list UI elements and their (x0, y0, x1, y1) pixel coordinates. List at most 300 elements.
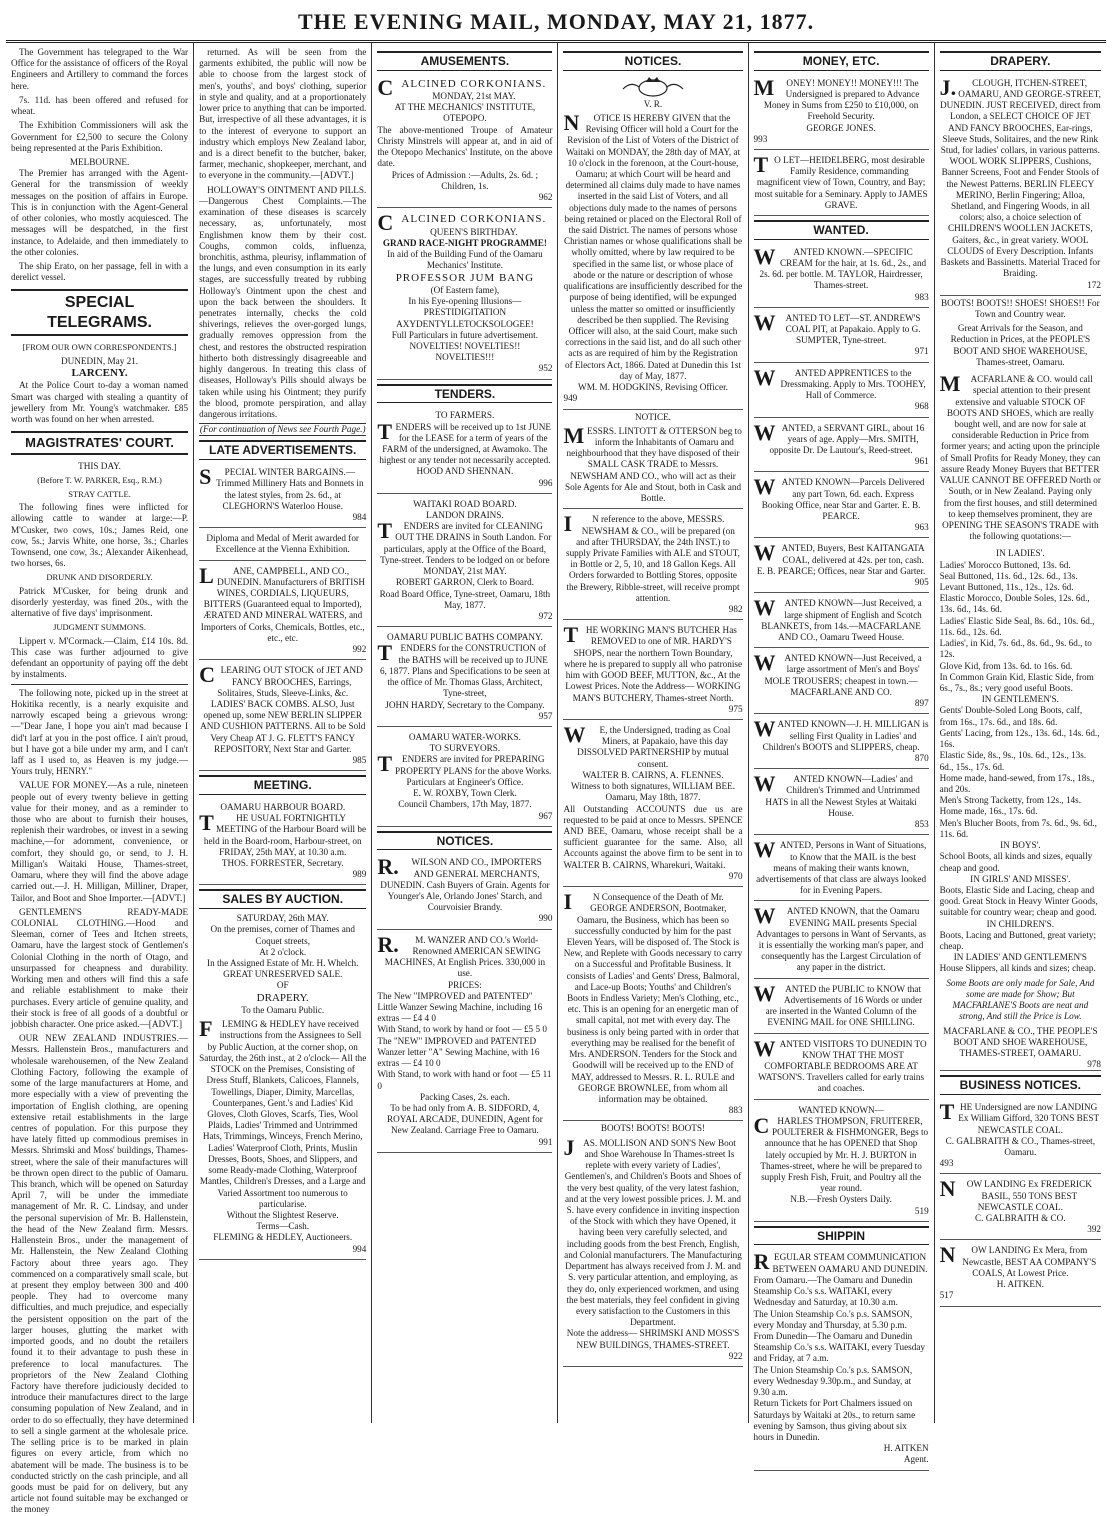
advert-number: 982 (728, 604, 743, 615)
wanted-advert (754, 365, 929, 418)
advert-signature: JOHN HARDY, Secretary to the Company. (385, 699, 545, 710)
masthead: THE EVENING MAIL, MONDAY, MAY 21, 1877. (6, 6, 1106, 43)
advert-number: 993 (753, 133, 768, 144)
advert-text: EGULAR STEAM COMMUNICATION BETWEEN OAMARU AND DUNEDIN. (772, 1252, 928, 1274)
advert-text: Oamaru, May 18th, 1877. (605, 792, 701, 803)
advert-title: ALCINED CORKONIANS. (401, 77, 547, 90)
price-item: In Common Grain Kid, Elastic Side, from 6s., 7s., 8s.; very good useful Boots. (939, 671, 1094, 693)
drop-cap: T (939, 1099, 955, 1125)
advert-signature: H. AITKEN (883, 1443, 929, 1454)
story-heading: LARCENY. (71, 366, 128, 379)
advert-signature: MACFARLANE & CO., THE PEOPLE'S BOOT AND SHOE WAREHOUSE, THAMES-STREET, OAMARU. (943, 1025, 1098, 1058)
dateline: THIS DAY. (78, 461, 121, 472)
advert-number: 905 (914, 577, 929, 588)
drop-cap: T (377, 751, 393, 777)
section-heading: BUSINESS NOTICES. (940, 1075, 1101, 1095)
advert-number: 992 (352, 644, 367, 655)
auction-line: GREAT UNRESERVED SALE. (223, 969, 343, 980)
advert-text: ONEY! MONEY!! MONEY!!! The Undersigned is prepared to Advance Money in Sums from £250 to £10,000, on Freehold Security. (763, 77, 920, 122)
drop-cap: W (753, 1035, 776, 1061)
advert-number: 949 (563, 393, 578, 404)
news-paragraph: At the Police Court to-day a woman named Smart was charged with stealing a quantity of jewellery from Mr. Young's watchmaker. £85 worth was found on her when arrested. (11, 380, 189, 425)
advert (940, 371, 1101, 546)
case-heading: DRUNK AND DISORDERLY. (46, 572, 153, 583)
advert-number: 972 (538, 611, 553, 621)
advert-number: 952 (538, 363, 553, 374)
advert-title: BOOTS! BOOTS! BOOTS! (600, 1123, 706, 1134)
advert (940, 1242, 1101, 1306)
section-heading: TENDERS. (377, 384, 552, 404)
advert-number: 983 (914, 291, 929, 302)
advert-number: 172 (1087, 279, 1101, 290)
drop-cap: J. (939, 74, 957, 100)
advert-number: 975 (728, 703, 743, 714)
advert (563, 110, 742, 410)
advert-number: 996 (538, 477, 553, 488)
price-item: Glove Kid, from 13s. 6d. to 16s. 6d. (939, 660, 1073, 671)
wanted-advert (754, 981, 929, 1034)
advert (377, 854, 552, 929)
advert-text: The Union Steamship Co.'s p.s. SAMSON, every Wednesday 9.30p.m., and Sunday, at 9.30 a.m. (753, 1364, 913, 1398)
advert-text: M. WANZER AND CO.'s World-Renowned AMERICAN SEWING MACHINES, At English Prices. 330,000 in use. (384, 934, 546, 979)
advert (563, 1135, 742, 1367)
advert-text: ACFARLANE & CO. would call special attention to their present extensive and valuable STOCK OF BOOTS AND SHOES, which are really bought well, and are now for sale at considerable Reduction in Price from former years; and acting upon the principle of Small Profits for Ready Money, they can assure Ready Money Buyers that BETTER VALUE CANNOT BE OFFERED North or South, or in New Zealand. Paying only from the first houses, and still determined to keep themselves prominent, they are OPENING THE SEASON'S TRADE with the following quotations:— (939, 374, 1101, 542)
advert-number: 989 (352, 869, 367, 880)
drop-cap: W (753, 243, 776, 269)
drop-cap: W (753, 309, 776, 335)
advert-text: Prices of Admission :—Adults, 2s. 6d. ; Children, 1s. (391, 169, 539, 191)
price-item: Ladies', in Kid, 7s. 6d., 8s. 6d., 9s. 6d., to 12s. (939, 638, 1092, 660)
price-item: Elastic Morocco, Double Soles, 12s. 6d., 13s. 6d., 14s. 6d. (939, 593, 1090, 615)
drop-cap: W (753, 716, 776, 742)
advert-text: ANE, CAMPBELL, AND CO., DUNEDIN. Manufacturers of BRITISH WINES, CORDIALS, LIQUEURS, BITTERS (Guaranteed equal to Imported), ÆRATED AND MINERAL WATERS, and Importers of Corks, Chemicals, Bottles, etc., etc., etc. (200, 565, 366, 643)
advert-text: ENDERS will be received up to 1st JUNE for the LEASE for a term of years of the FARM of the undersigned, at Awamoko. The highest or any tender not necessarily accepted. (379, 421, 551, 466)
drop-cap: W (753, 540, 776, 566)
price-item: Seal Buttoned, 11s. 6d., 12s. 6d., 13s. (939, 570, 1078, 581)
advert-text: E, the Undersigned, trading as Coal Miners, at Papakaio, have this day DISSOLVED PARTNERSHIP by mutual consent. (577, 725, 731, 769)
price-item: The "NEW" IMPROVED and PATENTED Wanzer letter "A" Sewing Machine, with 16 extras — £4 10 0 (377, 1035, 540, 1069)
advert-text: ANTED KNOWN—Just Received, a large shipment of English and Scotch BLANKETS, from 14s.—MACFARLANE AND CO., Oamaru Tweed House. (761, 598, 922, 642)
drop-cap: T (377, 418, 393, 444)
advert-text: ANTED KNOWN.—SPECIFIC CREAM for the hair, at 1s. 6d., 2s., and 2s. 6d. per bottle. M. TAYLOR, Hairdresser, Thames-street. (759, 246, 927, 291)
price-item: Boots, Elastic Side and Lacing, cheap and good. Great Stock in Heavy Winter Goods, suitable for country wear; cheap and good. (939, 884, 1098, 918)
advert-text: AS. MOLLISON AND SON'S New Boot and Shoe Warehouse In Thames-street Is replete with every variety of Ladies', Gentlemen's, and Children's Boots and Shoes of the very best quality, of the very latest fashion, and at the very lowest possible prices. J. M. and S. have every confidence in inviting inspection of the Stock with which they have Opened, it having been very carefully selected, and including goods from the best French, English, and Colonial manufacturers. The Manufacturing Department has always received from J. M. and S. very particular attention, and employing, as they do, only experienced workmen, and using the best materials, they feel confident in giving every satisfaction to the Customers in this Department. (564, 1137, 742, 1328)
advert-signature: H. AITKEN. (996, 1279, 1044, 1290)
advert-title: BOOTS! BOOTS!! SHOES! SHOES!! For Town and Country wear. (940, 297, 1100, 319)
advert-text: Return Tickets for Port Chalmers issued on Saturdays by Waitaki at 20s., to return same evening by Samson, thus giving about six hours in Dunedin. (753, 1398, 916, 1442)
advert (563, 511, 742, 620)
advert-number: 853 (914, 819, 929, 830)
price-item: Gents' Lacing, from 12s., 13s. 6d., 14s. 6d., 16s. (939, 727, 1100, 750)
advert (940, 1099, 1101, 1174)
column-3 (372, 43, 558, 1423)
column-2 (194, 43, 372, 1423)
case-heading: JUDGMENT SUMMONS. (53, 622, 146, 633)
price-item: The New "IMPROVED and PATENTED" Little Wanzer Sewing Machine, including 16 extras — £4 4 0 (377, 990, 543, 1024)
advert-number: 968 (914, 401, 929, 412)
news-paragraph: The following note, picked up in the street at Hokitika recently, is a nearly exquisite and narrowly escaped being a grievous wrong:—"Dear Jane, I hope you ain't mad because I did't larf at you in the post office. I ain't proud, but I have got a bile under my arm, and I can't laff as I used to, as Heaven is my judge.—Yours truly, HENRY." (11, 687, 189, 777)
price-heading: IN CHILDREN'S. (986, 918, 1055, 929)
price-item: House Slippers, all kinds and sizes; cheap. (939, 963, 1096, 974)
drop-cap: C (377, 210, 394, 236)
advert-signature: WM. M. HODGKINS, Revising Officer. (578, 382, 728, 393)
advert-text: The above-mentioned Troupe of Amateur Christy Minstrels will appear at, and in aid of the Otepopo Mechanics' Institute, on the above date. (377, 124, 553, 169)
advert (199, 563, 366, 661)
advert-number: 961 (914, 456, 929, 467)
advert-text: In his Eye-opening Illusions— (408, 296, 522, 307)
advert-text: MONDAY, 21st MAY. (432, 91, 516, 102)
price-heading: IN BOYS'. (1000, 840, 1041, 851)
auction-line: In the Assigned Estate of Mr. H. Whelch. (207, 957, 359, 968)
price-item: Men's Strong Tacketty, from 12s., 14s. Home made, 16s., 17s. 6d. (939, 795, 1082, 817)
court-before: (Before T. W. PARKER, Esq., R.M.) (37, 475, 162, 486)
wanted-advert (754, 650, 929, 714)
news-paragraph: The Premier has arranged with the Agent-General for the transmission of weekly messages on the position of affairs in Europe. This is in conjunction with the Agent-General of other colonies, who mostly acquiesced. The messages will be despatched, in the first instance, to Adelaide, and then immediately to the other colonies. (11, 168, 189, 257)
drop-cap: T (199, 810, 214, 836)
vr-mark: V. R. (643, 98, 663, 109)
drop-cap: T (563, 622, 579, 648)
drop-cap: W (753, 980, 776, 1006)
advert-title: WAITAKI ROAD BOARD. (413, 498, 517, 509)
advert-signature: Agent. (903, 1454, 929, 1465)
advert-text: WANTED KNOWN— (798, 1104, 884, 1115)
advert (377, 629, 552, 727)
wanted-advert (754, 420, 929, 473)
advert-number: 957 (538, 710, 553, 721)
advert-text: ENDERS are invited for PREPARING PROPERTY PLANS for the above Works. Particulars at Engineer's Office. (395, 754, 552, 787)
advert-text: LEMING & HEDLEY have received instructions from the Assignees to Sell by Public Auction, at the corner shop, on Saturday, the 26th inst., at 2 o'clock— All the STOCK on the Premises, Consisting of Dress Stuff, Blankets, Calicoes, Flannels, Towellings, Diaper, Dimity, Marcellas, Counterpanes, Gent.'s and Ladies' Kid Gloves, Cloth Gloves, Scarfs, Ties, Wool Plaids, Ladies' Trimmed and Untrimmed Hats, Trimmings, Winceys, French Merino, Ladies' Waterproof Cloth, Prints, Muslin Dresses, Boots, Shoes, and Slippers, and some Ready-made Clothing, Waterproof Mantles, Children's Dresses, and a Large and Varied Assortment too numerous to particularise. (199, 1019, 367, 1209)
advert-text: Note the address— SHRIMSKI AND MOSS'S NEW BUILDINGS, THAMES-STREET. (566, 1328, 740, 1350)
advert-signature: ROBERT GARRON, Clerk to Board. (395, 577, 534, 588)
drop-cap: C (199, 662, 215, 688)
advert-text: HE USUAL FORTNIGHTLY MEETING of the Harbour Board will be held in the Board-room, Harbour-street, on FRIDAY, 25th MAY, at 10.30 a.m. (203, 813, 367, 857)
advert-text: QUEEN'S BIRTHDAY. (430, 226, 518, 237)
divider (11, 684, 188, 685)
price-item: School Boots, all kinds and sizes, equally cheap and good. (939, 851, 1093, 873)
advert-number: 978 (940, 1059, 1101, 1071)
advert-text: ANTED APPRENTICES to the Dressmaking. Apply to Mrs. TOOHEY, Hall of Commerce. (780, 367, 926, 401)
drop-cap: M (753, 74, 775, 100)
price-heading: IN LADIES'. (996, 548, 1045, 559)
advert-signature: FLEMING & HEDLEY, Auctioneers. (213, 1232, 353, 1243)
advert (377, 496, 552, 627)
section-heading: LATE ADVERTISEMENTS. (199, 440, 366, 460)
drop-cap: R. (377, 854, 399, 880)
drop-cap: C (753, 1112, 770, 1138)
advert-text: Without the Slightest Reserve. (226, 1209, 339, 1220)
wanted-advert (754, 837, 929, 901)
advert-number: 994 (352, 1243, 367, 1254)
advert-text: ANTED the PUBLIC to KNOW that Advertisements of 16 Words or under are inserted in the Wanted Column of the EVENING MAIL for ONE SHILLING. (765, 983, 923, 1028)
advert-signature: HOOD AND SHENNAN. (416, 466, 514, 477)
advert-text: PRESTIDIGITATION (423, 307, 507, 318)
advert-text: Great Arrivals for the Season, and Reduction in Prices, at the PEOPLE'S BOOT AND SHOE WAREHOUSE, Thames-street, Oamaru. (950, 323, 1091, 367)
wanted-advert (754, 540, 929, 593)
auction-line: To the Oamaru Public. (241, 1005, 325, 1016)
advert (377, 210, 552, 379)
advert-text: AXYDENTYLLETOCKSOLOGEE! (396, 318, 534, 329)
advert (940, 75, 1101, 296)
news-paragraph: GENTLEMEN'S READY-MADE COLONIAL CLOTHING.—Hood and Sleeman, corner of Tees and Itchen streets, Oamaru, have the largest stock of Gentlemen's Colonial Clothing in the north of Otago, and unsurpassed for cheapness and durability. Working men and others will find this a safe and reliable establishment to make their purchases. Every article of genuine quality, and their stock is free of all goods of a doubtful or jobbish character. One price asked.—[ADVT.] (11, 906, 189, 1029)
section-subheading: [FROM OUR OWN CORRESPONDENTS.] (22, 342, 177, 353)
advert-text: OW LANDING Ex FREDERICK BASIL, 550 TONS BEST NEWCASTLE COAL. (966, 1179, 1092, 1212)
advert-text: N reference to the above, MESSRS. NEWSHAM & CO., will be prepared (on and after THURSDAY, the 24th INST.) to supply Private Families with ALE and STOUT, in Bottle or 2, 5, 10, and 18 Gallon Kegs. All Orders forwarded to Bottling Stores, opposite the Brewery, Ribble-street, will receive prompt attention. (566, 514, 740, 603)
advert-number: 493 (939, 1158, 954, 1169)
advert-text: Road Board Office, Tyne-street, Oamaru, 18th May, 1877. (379, 588, 551, 610)
section-heading: SHIPPIN (754, 1226, 929, 1246)
wanted-advert (754, 771, 929, 835)
advert-text: ANTED TO LET—ST. ANDREW'S COAL PIT, at Papakaio. Apply to G. SUMPTER, Tyne-street. (785, 312, 921, 346)
news-paragraph: VALUE FOR MONEY.—As a rule, nineteen people out of every twenty believe in getting value for their money, and as a reminder to those who are about to furnish their houses, replenish their wardrobes, or invest in a sewing machine,—for adornment, convenience, or comfort, they should go, or send, to J. H. Milligan's Waitaki House, Thames-street, Oamaru, where they will find the above adage carried out.—J. H. Milligan, Milliner, Draper, Tailor, and Boot and Shoe Importer.—[ADVT.] (11, 780, 189, 903)
advert-text: ANTED, a SERVANT GIRL, about 16 years of age. Apply—Mrs. SMITH, opposite Dr. De Lautour's, Reed-street. (769, 422, 925, 455)
drop-cap: W (753, 474, 776, 500)
advert (563, 722, 742, 887)
advert (563, 889, 742, 1121)
advert-text: HE WORKING MAN'S BUTCHER Has REMOVED to one of MR. HARDY'S SHOPS, near the northern Town Boundary, where he is prepared to supply all who patronise him with GOOD BEEF, MUTTON, &c., At the Lowest Prices. Note the Address— WORKING MAN'S BUTCHERY, Thames-street North. (563, 625, 743, 703)
advert-text: ANTED KNOWN, that the Oamaru EVENING MAIL presents Special Advantages to persons in Want of Servants, as it is essentially the working man's paper, and consequently has the Largest Circulation of any paper in the district. (756, 906, 927, 973)
advert (377, 729, 552, 827)
advert-title: OAMARU HARBOUR BOARD. (220, 801, 346, 812)
advert-subtitle: LANDON DRAINS. (426, 510, 504, 521)
continuation-note: (For continuation of News see Fourth Page.) (199, 423, 366, 436)
drop-cap: J (563, 1134, 575, 1160)
drop-cap: W (753, 903, 776, 929)
advert-title: TO FARMERS. (435, 410, 495, 421)
price-heading: IN GIRLS' AND MISSES'. (970, 873, 1071, 884)
advert-text: PROFESSOR JUM BANG (395, 271, 535, 284)
advert-number: 517 (939, 1290, 954, 1301)
advert-text: ANTED KNOWN—J. H. MILLIGAN is selling First Quality in Ladies' and Children's BOOTS and SLIPPERS, cheap. (762, 719, 929, 752)
advert-text: ENDERS are invited for CLEANING OUT THE DRAINS in South Landon. For particulars, apply at the Office of the Board, Tyne-street. Tenders to be lodged on or before MONDAY, 21st MAY. (380, 521, 552, 577)
advert (199, 1016, 366, 1260)
price-item: With Stand, to work with hand or foot — £5 11 0 (377, 1069, 552, 1091)
advert-text: The Union Steamship Co.'s p.s. SAMSON, every Monday and Thursday, at 5.30 p.m. (753, 1308, 913, 1330)
advert (754, 1249, 929, 1470)
advert-text: To be had only from A. B. SIDFORD, 4, ROYAL ARCADE, DUNEDIN, Agent for New Zealand. Carriage Free to Oamaru. (386, 1102, 543, 1136)
section-heading: DRAPERY. (940, 51, 1101, 71)
drop-cap: M (939, 371, 961, 397)
column-5 (749, 43, 935, 1465)
drop-cap: W (753, 364, 776, 390)
advert-number: 985 (352, 755, 367, 766)
auction-line: At 2 o'clock. (259, 946, 307, 957)
auction-line: DRAPERY. (256, 991, 309, 1004)
advert (377, 75, 552, 209)
drop-cap: R (753, 1249, 770, 1275)
advert-text: All Outstanding ACCOUNTS due us are requested to be paid at once to Messrs. SPENCE AND BEE, Oamaru, whose receipt shall be a sufficient guarantee for the same. Also, all Accounts against the above firm to be sent in to WALTER B. CAIRNS, Wharekuri, Waitaki. (563, 803, 743, 870)
advert-text: ANTED, Persons in Want of Situations, to Know that the MAIL is the best means of making their wants known, advertisements of that class are always looked for in Evening Papers. (756, 840, 927, 896)
news-paragraph: OUR NEW ZEALAND INDUSTRIES.—Messrs. Hallenstein Bros., manufacturers and wholesale warehousemen, of the New Zealand Clothing Factory, following the example of some of the large manufacturers at Home, and more especially with a view of preventing the importation of English clothing, are opening extensive retail establishments in the large centres of population. For this purpose they have lately fitted up commodious premises in Messrs. Shrimski and Moss' buildings, Thames-street, where the sale of their manufactures will be thrown open direct to the public of Oamaru. This branch, which will be opened on Saturday April 7, will be under the immediate management of Mr. R. C. Lindsay, and under the personal supervision of Mr. B. Hallenstein, the head of the New Zealand firm. Messrs. Hallenstein Bros., under the management of Mr. Hallenstein, the New Zealand Clothing Factory about three years ago. They commenced on a comparatively small scale, but at present they employ between 300 and 400 people. They had to overcome many difficulties, and much prejudice, and especially the persistent opposition on the part of the larger houses, glutting the market with imported goods, and no doubt the retailers found it to their advantage to push these in preference to local manufactures. The proprietors of the New Zealand Clothing Factory have therefore judiciously decided to introduce their manufactures direct to the large consuming population of New Zealand, and in order to do so effectually, they have determined to sell a single garment at the wholesale price. The selling price is to be marked in plain figures on every article, from which no abatement will be made. The business is to be conducted strictly on the cash principle, and all goods must be paid for on delivery, but any article not found suitable may be exchanged or the money (11, 1033, 189, 1515)
advert-text: Some Boots are only made for Sale, And some are made for Show; But MACFARLANE'S Boots are neat and strong, And still the Price is Low. (946, 977, 1095, 1022)
advert-text: ENDERS for the CONSTRUCTION of the BATHS will be received up to JUNE 6, 1877. Plans and Specifications to be seen at the office of Mr. Thomas Glass, Architect, Tyne-street, (379, 643, 550, 699)
advert-text: WILSON AND CO., IMPORTERS AND GENERAL MERCHANTS, DUNEDIN. Cash Buyers of Grain. Agents for Younger's Ale, Orlando Jones' Starch, and Courvoisier Brandy. (380, 857, 550, 913)
advert-text: ANTED KNOWN—Just Received, a large assortment of Men's and Boys' MOLE TROUSERS; cheapest in town.—MACFARLANE AND CO. (764, 653, 922, 697)
advert-text: OTICE IS HEREBY GIVEN that the Revising Officer will hold a Court for the Revision of the List of Voters of the District of Waitaki on MONDAY, the 28th day of MAY, at 10 o'clock in the forenoon, at the Court-house, Oamaru; at which Court will be heard and determined all claims duly made to have names inserted in the said List of Voters, and all objections duly made to the names of persons being retained or placed on the Electoral Roll of the said District. The names of persons whose Christian names or whose qualifications shall be wholly omitted, where by law required to be specified in the same list, or whose place of abode or the nature or description of whose qualifications are insufficiently described for the purpose of being identified, will be expunged unless the matter so omitted or insufficiently described be then supplied. The Revising Officer will also, at the said Court, make such corrections in the said list, and do all such other acts as are required of him by the Registration of Electors Act, 1866. Dated at Dunedin this 1st day of May, 1877. (563, 112, 743, 381)
advert-number: 897 (914, 698, 929, 709)
drop-cap: F (199, 1016, 213, 1042)
advert-number: 984 (352, 511, 367, 522)
advert-text: LEARING OUT STOCK of JET AND FANCY BROOCHES, Earrings, Solitaires, Studs, Sleeve-Links, &c. LADIES' BACK COMBS. ALSO, Just opened up, some NEW BERLIN SLIPPER AND CUSHION PATTERNS. All to be Sold Very Cheap AT J. G. FLETT'S FANCY REPOSITORY, Next Star and Garter. (200, 665, 366, 754)
column-6 (935, 43, 1106, 1423)
wanted-advert (754, 244, 929, 308)
section-heading: NOTICES. (563, 51, 742, 71)
drop-cap: N (939, 1242, 956, 1268)
advert-text: N.B.—Fresh Oysters Daily. (790, 1194, 892, 1205)
wanted-list (754, 244, 929, 1100)
price-item: Boots, Lacing and Buttoned, great variety; cheap. (939, 929, 1097, 952)
price-item: Home made, hand-sewed, from 17s., 18s., and 20s. (939, 772, 1095, 794)
wanted-advert (754, 903, 929, 978)
advert-title: ALCINED CORKONIANS. (401, 213, 547, 226)
advert (377, 932, 552, 1153)
drop-cap: N (939, 1176, 956, 1202)
drop-cap: L (199, 562, 214, 588)
dateline: MELBOURNE. (69, 156, 130, 167)
price-item: Ladies' Elastic Side Seal, 8s. 6d., 10s. 6d., 11s. 6d., 12s. 6d. (939, 615, 1095, 637)
advert (754, 1102, 929, 1222)
price-item: Packing Cases, 2s. each. (420, 1091, 510, 1102)
price-item: Gents' Double-Soled Long Boots, calf, from 16s., 17s. 6d., and 18s. 6d. (939, 705, 1083, 727)
advert-number: 870 (914, 752, 929, 763)
advert (754, 152, 929, 216)
section-heading: MONEY, ETC. (754, 51, 929, 71)
wanted-advert (754, 310, 929, 363)
case-heading: STRAY CATTLE. (68, 488, 131, 499)
price-item: Levant Buttoned, 11s., 12s., 12s. 6d. (939, 582, 1074, 593)
drop-cap: W (753, 771, 776, 797)
advert (199, 799, 366, 886)
advert-text: PECIAL WINTER BARGAINS.—Trimmed Millinery Hats and Bonnets in the latest styles, from 2s. 6d., at CLEGHORN'S Waterloo House. (216, 467, 364, 511)
advert-text: (Of Eastern fame), (430, 284, 500, 295)
advert-number: 990 (538, 913, 553, 924)
advert-signature: GEORGE JONES. (806, 122, 876, 133)
wanted-advert (754, 716, 929, 769)
advert (563, 622, 742, 720)
advert-text: PRICES: (448, 979, 482, 990)
advert-text: OW LANDING Ex Mera, from Newcastle, BEST AA COMPANY'S COALS, At Lowest Price. (962, 1245, 1097, 1278)
section-heading: MAGISTRATES' COURT. (11, 431, 188, 455)
advert-signature: C. GALBRAITH & CO. (975, 1213, 1066, 1224)
drop-cap: I (563, 889, 573, 915)
advert-signature: E. W. ROXBY, Town Clerk. (413, 788, 517, 799)
advert-text: GRAND RACE-NIGHT PROGRAMME! (382, 237, 547, 248)
wanted-advert (754, 1036, 929, 1100)
advert-text: Council Chambers, 17th May, 1877. (398, 799, 532, 810)
drop-cap: M (563, 422, 585, 448)
drop-cap: C (377, 74, 394, 100)
advert-number: 971 (914, 346, 929, 357)
auction-line: SATURDAY, 26th MAY. (236, 913, 329, 924)
advert-text: From Oamaru.—The Oamaru and Dunedin Steamship Co.'s s.s. WAITAKI, every Wednesday and Saturday, at 10.30 a.m. (753, 1274, 913, 1308)
drop-cap: I (563, 511, 573, 537)
news-paragraph: The Exhibition Commissioners will ask the Government for £2,500 to secure the Colony being represented at the Paris Exhibition. (11, 120, 189, 153)
advert-number: 392 (1087, 1224, 1101, 1235)
newspaper-page (6, 6, 1106, 1515)
auction-line: OF (276, 980, 289, 991)
advert-text: Full Particulars in future advertisement. (391, 329, 538, 340)
advert-number: 962 (538, 192, 553, 202)
advert (199, 662, 366, 771)
section-heading: NOTICES. (377, 831, 552, 851)
auction-line: On the premises, corner of Thames and Coquet streets, (210, 924, 355, 946)
advert-text: Witness to both signatures, WILLIAM BEE. (570, 781, 736, 792)
advert-text: NOVELTIES! NOVELTIES!! (409, 341, 521, 351)
section-heading: WANTED. (754, 220, 929, 240)
advert-text: In aid of the Building Fund of the Oamaru Mechanics' Institute. (387, 249, 543, 271)
advert-title: OAMARU PUBLIC BATHS COMPANY. (387, 632, 543, 643)
advert-text: CLOUGH, ITCHEN-STREET, OAMARU, AND GEORGE-STREET, DUNEDIN. JUST RECEIVED, direct from London, a SELECT CHOICE OF JET AND FANCY BROOCHES, Ear-rings, Sleeve Studs, Solitaires, and the new Rink Stud, for ladies' collars, in various patterns. WOOL WORK SLIPPERS, Cushions, Banner Screens, Foot and Fender Stools of the Newest Patterns. BERLIN FLEECY MERINO, Berlin Fingering; Alloa, Shetland, and Fingering Woods, in all colors; also, a choice selection of CHILDREN'S WOOLLEN JACKETS, Gaiters, &c., in great variety. WOOL CLOUDS of Every Description. Infants Baskets and Bassinetts. Material Traced for Braiding. (940, 77, 1101, 279)
royal-crest-icon (613, 75, 693, 97)
wanted-advert (754, 595, 929, 648)
advert-signature: WALTER B. CAIRNS, A. FLENNES. (582, 769, 724, 780)
drop-cap: S (199, 464, 212, 490)
advert-number: 967 (538, 810, 553, 821)
advert-number: 883 (728, 1105, 743, 1116)
advert-number: 991 (538, 1136, 553, 1147)
news-paragraph: Lippert v. M'Cormack.—Claim, £14 10s. 8d. This case was further adjourned to give defendant an opportunity of paying off the debt by instalments. (11, 635, 189, 680)
advert-text: ANTED KNOWN—Parcels Delivered any part Town, 6d. each. Express Booking Office, near Star and Garter. E. B. PEARCE. (761, 477, 925, 522)
advert (199, 464, 366, 528)
price-list (940, 560, 1101, 695)
advert (563, 423, 742, 510)
advert-title: NOTICE. (635, 411, 671, 422)
advert (199, 530, 366, 560)
drop-cap: T (377, 518, 393, 544)
advert-text: ANTED KNOWN—Ladies' and Children's Trimmed and Untrimmed HATS in all the Newest Styles at Waitaki House. (765, 774, 920, 818)
drop-cap: R. (377, 931, 399, 957)
drop-cap: T (753, 151, 769, 177)
advert-number: 519 (914, 1205, 929, 1216)
advert-text: ESSRS. LINTOTT & OTTERSON beg to inform the Inhabitants of Oamaru and neighbourhood that they have disposed of their SMALL CASK TRADE to Messrs. NEWSHAM AND CO., who will act as their Sole Agents for Ale and Stout, both in Cask and Bottle. (564, 425, 742, 504)
advert-text: N Consequence of the Death of Mr. GEORGE ANDERSON, Bootmaker, Oamaru, the Business, which has been so successfully conducted by him for the past Eleven Years, will be disposed of. The Stock is New, and Replete with Goods necessary to carry on a Successful and Profitable Business. It consists of Ladies' and Gents' Dress, Balmoral, and Lace-up Boots; Youths' and Children's Boots in Endless Variety; Men's Clothing, etc., etc. This is an opening for an energetic man of small capital, not met with every day. The business is only being parted with in order that everything may be realised for the benefit of Mrs. ANDERSON. Tenders for the Stock and Goodwill will be received up to the END of MAY, addressed to Messrs. R. L. RULE and GEORGE BROWNLEE, from whom all information may be obtained. (563, 892, 743, 1104)
news-paragraph: HOLLOWAY'S OINTMENT AND PILLS.—Dangerous Chest Complaints.—The examination of these diseases is scarcely necessary, as, unfortunately, most Englishmen know them by their cost. Coughs, common colds, influenza, bronchitis, asthma, pleurisy, inflammation of the lungs, and even consumption in its early stages, are successfully treated by rubbing Holloway's Ointment upon the chest and upon the back between the shoulders. It penetrates internally, checks the cold shiverings, relieves the over-gorged lungs, gradually removes oppression from the chest, and restores the obstructed respiration hitherto both distressingly disagreeable and highly dangerous. In treating this class of diseases, Holloway's Pills should always be taken while using his Ointment; they purify the blood, promote perspiration, and allay dangerous irritations. (199, 184, 367, 419)
news-paragraph: The ship Erato, on her passage, fell in with a derelict vessel. (11, 260, 189, 283)
column-1 (6, 43, 194, 1515)
advert (377, 407, 552, 494)
advert-signature: C. GALBRAITH & CO., Thames-street, Oamaru. (945, 1135, 1096, 1157)
price-item: Elastic Side, 8s., 9s., 10s. 6d., 12s., 13s. 6d., 15s., 17s. 6d. (939, 750, 1087, 772)
drop-cap: N (563, 109, 580, 135)
price-heading: IN LADIES' AND GENTLEMEN'S (953, 952, 1087, 963)
wanted-advert (754, 474, 929, 538)
news-paragraph: The Government has telegraped to the War Office for the assistance of officers of the Royal Engineers and Artillery to command the forces here. (11, 47, 189, 91)
advert-text: From Dunedin—The Oamaru and Dunedin Steamship Co.'s s.s. WAITAKI, every Tuesday and Friday, at 7 a.m. (753, 1331, 926, 1364)
advert (940, 1176, 1101, 1240)
advert-text: Terms—Cash. (256, 1221, 310, 1232)
section-heading: MEETING. (199, 775, 366, 795)
price-item: Men's Blucher Boots, from 7s. 6d., 9s. 6d., 11s. 6d. (939, 817, 1097, 839)
advert-subtitle: TO SURVEYORS. (429, 743, 501, 754)
drop-cap: W (753, 595, 776, 621)
news-paragraph: Patrick M'Cusker, for being drunk and disorderly yesterday, was fined 20s., with the alternative of five days' imprisonment. (11, 585, 189, 619)
advert-text: AT THE MECHANICS' INSTITUTE, OTEPOPO. (394, 102, 536, 124)
dateline: DUNEDIN, May 21. (61, 355, 139, 366)
drop-cap: W (753, 837, 776, 863)
advert-text: HARLES THOMPSON, FRUITERER, POULTERER & FISHMONGER, Begs to announce that he has OPENED that Shop lately occupied by Mr. H. J. BURTON in Thames-street, where he will be prepared to supply Fresh Fish, Fruit, and Poultry all the year round. (760, 1115, 929, 1194)
column-4 (558, 43, 748, 1423)
advert-number: 970 (728, 870, 743, 881)
section-heading: AMUSEMENTS. (377, 51, 552, 71)
advert-text: ANTED, Buyers, Best KAITANGATA COAL, delivered at 42s. per ton, cash. E. B. PEARCE; Offices, near Star and Garter. (756, 543, 926, 576)
drop-cap: W (563, 722, 586, 747)
advert-title: OAMARU WATER-WORKS. (408, 731, 521, 742)
price-list (940, 705, 1101, 840)
advert-text: HE Undersigned are now LANDING Ex William Gifford, 320 TONS BEST NEWCASTLE COAL. (958, 1102, 1100, 1135)
advert (754, 75, 929, 150)
drop-cap: T (377, 640, 393, 666)
price-item: With Stand, to work by hand or foot — £5 5 0 (377, 1024, 547, 1035)
advert-number: 922 (728, 1350, 743, 1361)
